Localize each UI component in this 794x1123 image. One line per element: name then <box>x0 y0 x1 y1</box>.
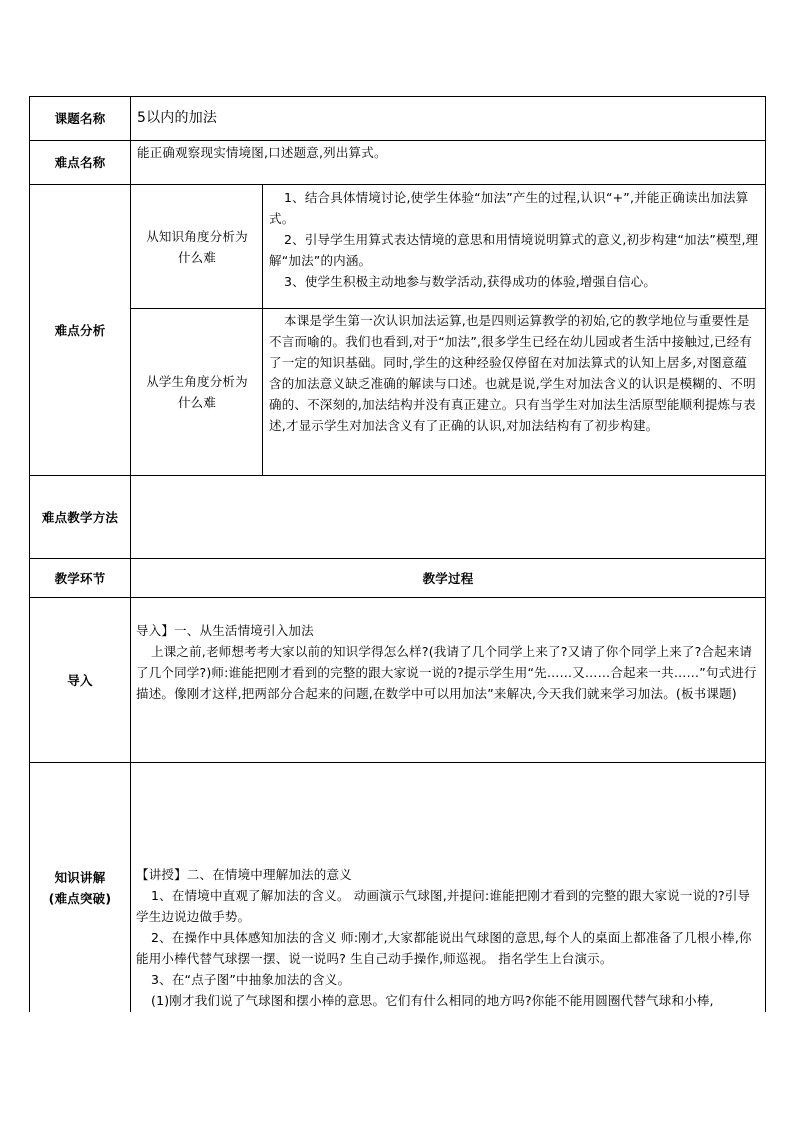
column-divider <box>130 96 131 1012</box>
knowledge-label <box>30 763 130 1012</box>
knowledge-angle-content <box>269 187 759 292</box>
intro-content <box>136 620 761 704</box>
process-header: 教学过程 <box>422 570 474 586</box>
difficulty-label: 难点名称 <box>54 155 106 170</box>
difficulty-value: 能正确观察现实情境图,口述题意,列出算式。 <box>137 145 387 160</box>
intro-label: 导入 <box>67 672 93 688</box>
knowledge-heading: 【讲授】二、在情境中理解加法的意义 <box>136 867 352 882</box>
knowledge-point-3: 3、使学生积极主动地参与数学活动,获得成功的体验,增强自信心。 <box>284 274 657 289</box>
course-value: 5以内的加法 <box>137 110 218 126</box>
intro-text: 上课之前,老师想考考大家以前的知识学得怎么样?(我请了几个同学上来了?又请了你个同学上来了?合起来请了几个同学?)师:谁能把刚才看到的完整的跟大家说一说的?提示学生用“先……又……合起来一共……”句式进行描述。像刚才这样,把两部分合起来的问题,在数学中可以用加法”来解决,今天我们就来学习加法。(板书课题) <box>136 644 757 701</box>
row-divider <box>29 597 766 598</box>
knowledge-point-1: 1、结合具体情境讨论,使学生体验“加法”产生的过程,认识“+”,并能正确读出加法算式。 <box>269 190 749 226</box>
student-angle-content <box>269 310 759 436</box>
stage-header: 教学环节 <box>54 570 106 586</box>
lesson-plan-table <box>29 96 766 1012</box>
knowledge-angle-label: 从知识角度分析为什么难 <box>146 228 248 265</box>
knowledge-step-1: 1、在情境中直观了解加法的含义。 动画演示气球图,并提问:谁能把刚才看到的完整的跟大家说一说的?引导学生边说边做手势。 <box>136 888 751 924</box>
row-divider <box>29 184 766 185</box>
knowledge-label-line2: (难点突破) <box>48 890 112 906</box>
method-label: 难点教学方法 <box>41 509 119 525</box>
knowledge-point-2: 2、引导学生用算式表达情境的意思和用情境说明算式的意义,初步构建“加法”模型,理解“加法”的内涵。 <box>269 232 759 268</box>
knowledge-step-2: 2、在操作中具体感知加法的含义 师:刚才,大家都能说出气球图的意思,每个人的桌面上都准备了几根小棒,你能用小棒代替气球摆一摆、说一说吗? 生自己动手操作,师巡视。 指名学生上台演示。 <box>136 930 752 966</box>
row-divider <box>29 762 766 763</box>
analysis-label: 难点分析 <box>54 322 106 338</box>
student-angle-label: 从学生角度分析为什么难 <box>146 374 248 410</box>
intro-title: 导入】一、从生活情境引入加法 <box>136 623 314 638</box>
row-divider <box>29 140 766 141</box>
student-angle-text: 本课是学生第一次认识加法运算,也是四则运算教学的初始,它的教学地位与重要性是不言而喻的。我们也看到,对于“加法”,很多学生已经在幼儿园或者生活中接触过,已经有了一定的知识基础。同时,学生的这种经验仅停留在对加法算式的认知上居多,对图意蕴含的加法意义缺乏准确的解读与口述。也就是说,学生对加法含义的认识是模糊的、不明确的、不深刻的,加法结构并没有真正建立。只有当学生对加法生活原型能顺利提炼与表述,才显示学生对加法含义有了正确的认识,对加法结构有了初步构建。 <box>269 313 756 433</box>
knowledge-step-3-1: (1)刚才我们说了气球图和摆小棒的意思。它们有什么相同的地方吗?你能不能用圆圈代替气球和小棒, <box>151 993 714 1008</box>
knowledge-step-3: 3、在“点子图”中抽象加法的含义。 <box>151 972 351 987</box>
column-divider <box>262 184 263 475</box>
knowledge-label-line1: 知识讲解 <box>54 869 106 885</box>
row-divider <box>29 475 766 476</box>
course-label: 课题名称 <box>54 111 106 126</box>
knowledge-content <box>136 864 761 1011</box>
table-border-right <box>765 96 766 1012</box>
